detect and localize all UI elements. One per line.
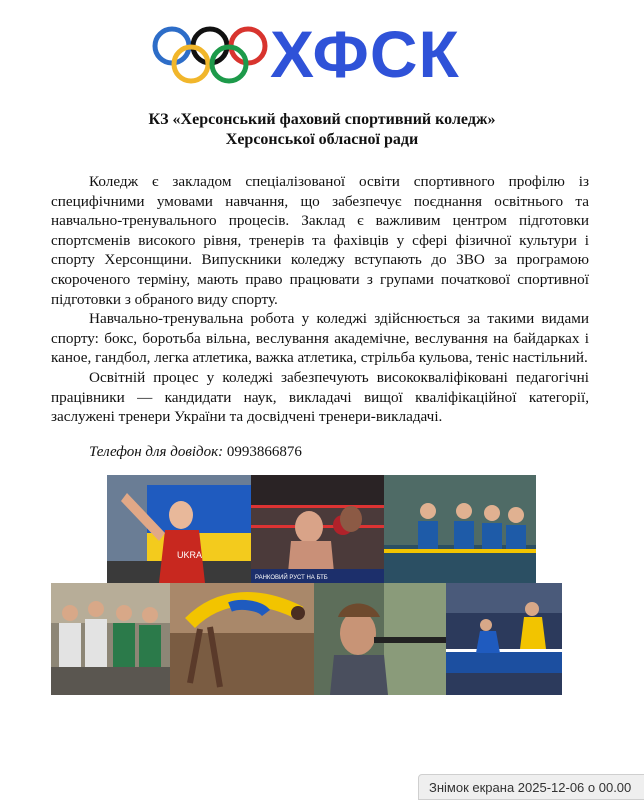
phone-line	[89, 443, 302, 462]
table-tennis-photo	[446, 583, 562, 695]
handball-team-photo	[51, 583, 170, 695]
logo-text: ХФСК	[270, 17, 460, 91]
boxing-caption: РАНКОВИЙ РУСТ НА БТБ	[255, 575, 328, 581]
svg-text:UKRA: UKRA	[177, 550, 203, 560]
sports-intro: Навчально-тренувальна робота у коледжі здійснюється за такими видами спорту:	[51, 310, 589, 347]
boxing-match-photo	[251, 475, 384, 583]
paragraph-sports	[51, 309, 589, 368]
shooting-photo	[314, 583, 446, 695]
screenshot-tooltip: Знімок екрана 2025-12-06 о 00.00	[418, 774, 644, 800]
phone-number: 0993866876	[226, 444, 302, 460]
phone-label: Телефон для довідок:	[89, 444, 224, 460]
rowing-team-photo	[384, 475, 536, 583]
description-text	[51, 172, 589, 427]
page-title: КЗ «Херсонський фаховий спортивний коледж»	[148, 111, 496, 128]
page-subtitle: Херсонської обласної ради	[225, 131, 419, 148]
sports-list: бокс, боротьба вільна, веслування академічне, веслування на байдарках і каное, гандбол, легка атлетика, важка атлетика, стрільба кульова, теніс настільний.	[51, 329, 590, 367]
wrestler-with-flag-photo	[107, 475, 251, 583]
paragraph-intro: Коледж є закладом спеціалізованої освіти спортивного профілю із специфічними умовами навчання, що забезпечує поєднання освітнього та навчально-тренувального процесів. Заклад є важливим центром підготовки спортсменів високого рівня, тренерів та фахівців у сфері фізичної культури і спорту Херсонщини. Випускники коледжу вступають до ЗВО за програмою скороченого терміну, мають право працювати з групами початкової спортивної підготовки з обраного виду спорту.	[51, 173, 589, 308]
paragraph-staff: Освітній процес у коледжі забезпечують висококваліфіковані педагогічні працівники — кандидати наук, викладачі вищої кваліфікаційної категорії, заслужені тренери України та досвідчені тренери-викладачі.	[51, 368, 589, 426]
high-jump-photo	[170, 583, 314, 695]
